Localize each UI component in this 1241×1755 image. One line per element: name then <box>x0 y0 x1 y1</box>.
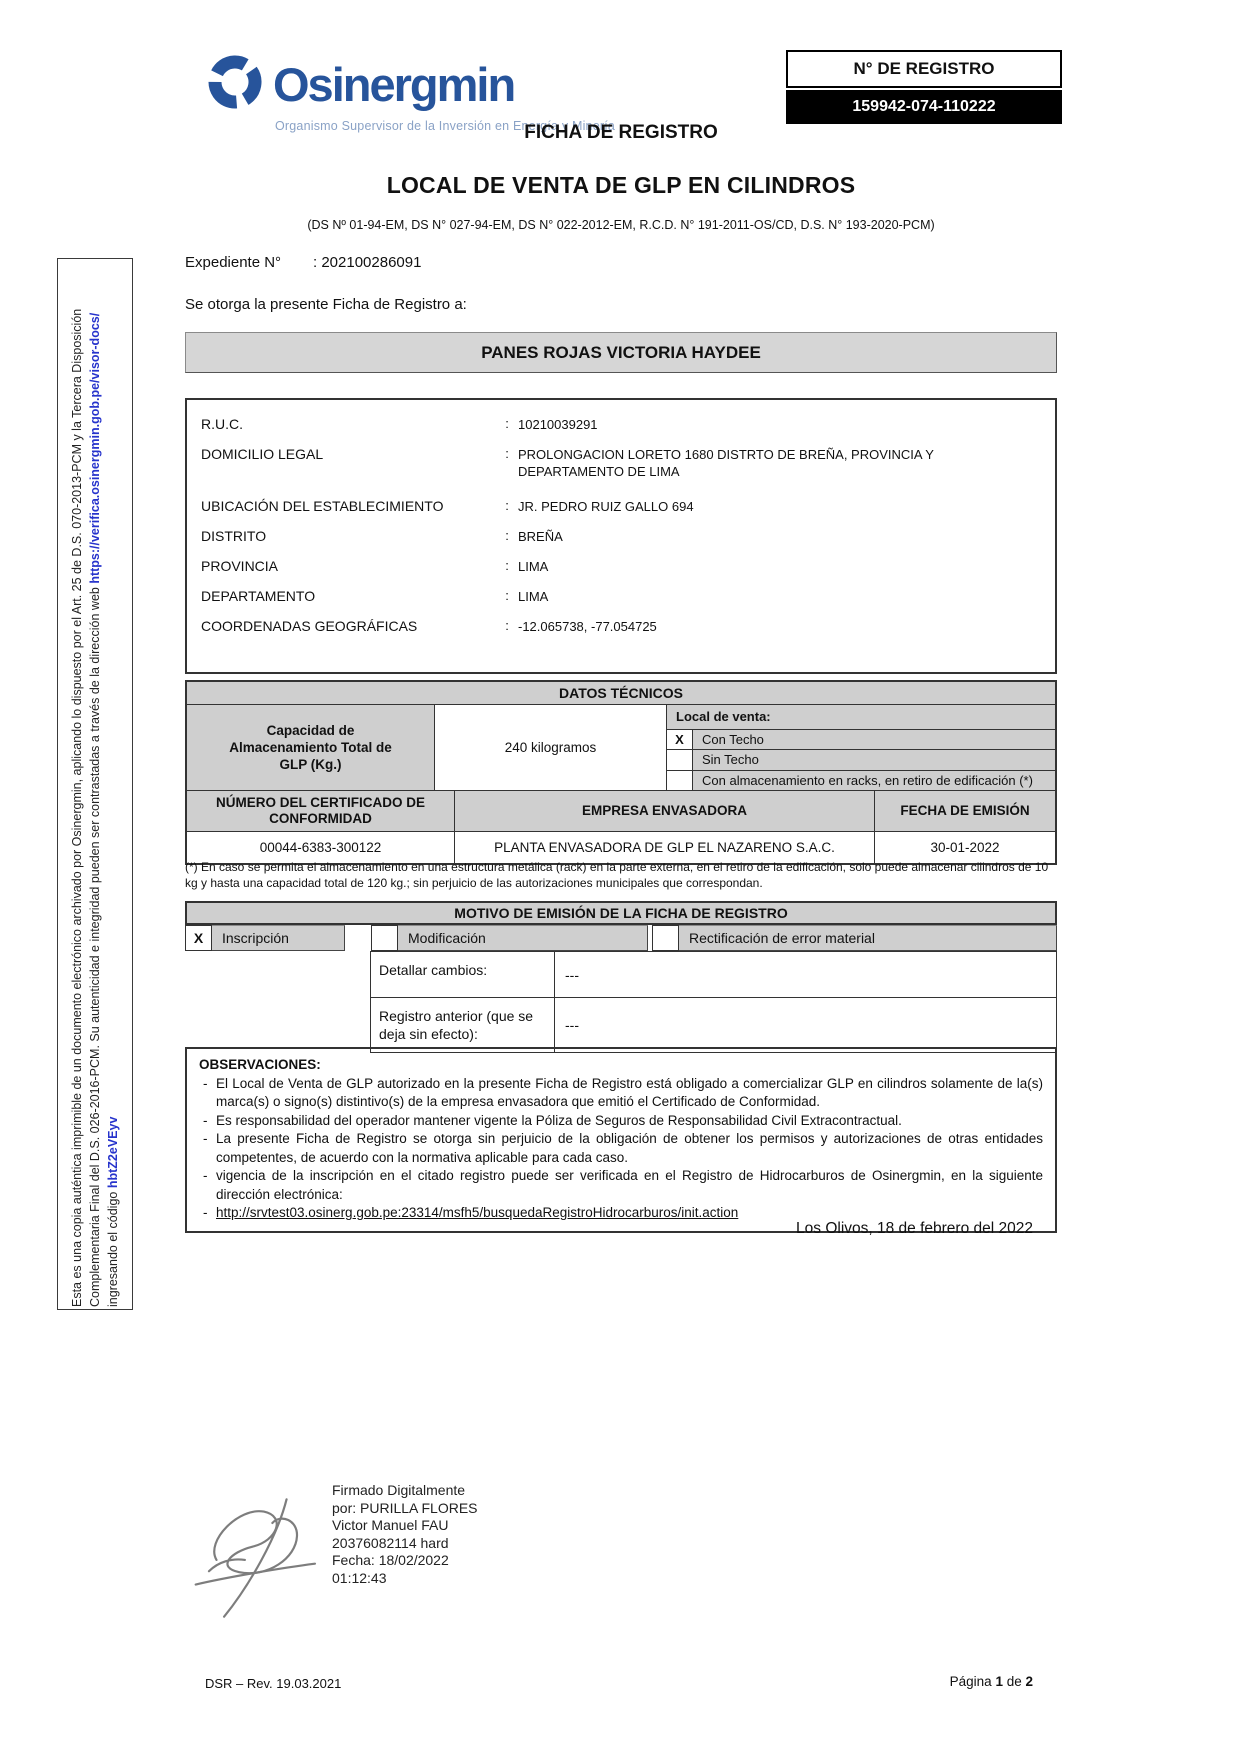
field-ubicacion: UBICACIÓN DEL ESTABLECIMIENTO : JR. PEDRO RUIZ GALLO 694 <box>201 498 694 514</box>
motivo-detail-table <box>370 951 1057 1053</box>
cert-value: 00044-6383-300122 <box>187 832 455 863</box>
otorga-text: Se otorga la presente Ficha de Registro a: <box>185 296 467 313</box>
rectificacion-label: Rectificación de error material <box>679 925 1057 951</box>
opcion-con-techo: X Con Techo <box>667 730 1055 751</box>
observacion-1: - El Local de Venta de GLP autorizado en la presente Ficha de Registro está obligado a comercializar GLP en cilindros solamente de la(s) marca(s) o signo(s) distintivo(s) de la empresa envasadora que emitió el Certificado de Conformidad. <box>199 1075 1043 1112</box>
racks-footnote: (*) En caso se permita el almacenamiento en una estructura metálica (rack) en la parte externa, en el retiro de la edificación, solo puede almacenar cilindros de 10 kg y hasta una capacidad total de 120 kg.; sin perjuicio de las autorizaciones municipales que correspondan. <box>185 860 1049 890</box>
datos-tecnicos-title: DATOS TÉCNICOS <box>187 682 1055 705</box>
verification-link[interactable]: https://verifica.osinergmin.gob.pe/visor-docs/ <box>88 312 102 584</box>
field-coordenadas: COORDENADAS GEOGRÁFICAS : -12.065738, -77.054725 <box>201 618 657 634</box>
authenticity-strip <box>57 258 133 1310</box>
field-ruc: R.U.C. : 10210039291 <box>201 416 598 432</box>
signature-image <box>190 1488 332 1633</box>
registro-box <box>786 50 1062 124</box>
current-page-number: 1 <box>995 1674 1003 1689</box>
modificacion-label: Modificación <box>398 925 648 951</box>
verification-code: hbtZ2eVEyv <box>106 1116 120 1189</box>
observacion-4: - vigencia de la inscripción en el citado registro puede ser verificada en el Registro de Hidrocarburos de Osinergmin, en la siguiente dirección electrónica: <box>199 1167 1043 1204</box>
expediente-value: : 202100286091 <box>313 254 422 271</box>
motivo-title: MOTIVO DE EMISIÓN DE LA FICHA DE REGISTRO <box>185 901 1057 925</box>
logo-wordmark: Osinergmin <box>273 58 515 111</box>
datos-tecnicos-table <box>185 680 1057 865</box>
observaciones-title: OBSERVACIONES: <box>199 1057 321 1072</box>
osinergmin-logo <box>205 52 615 133</box>
con-techo-checkbox[interactable]: X <box>667 730 693 750</box>
observacion-3: - La presente Ficha de Registro se otorga sin perjuicio de la obligación de obtener los permisos y autorizaciones de otras entidades competentes, de acuerdo con la normativa aplicable para cada caso. <box>199 1130 1043 1167</box>
registro-number: 159942-074-110222 <box>786 90 1062 124</box>
registro-anterior-row <box>371 998 1056 1052</box>
authenticity-line-2: Complementaria Final del D.S. 026-2016-PCM. Su autenticidad e integridad pueden ser contrastadas a través de la dirección web https://verifica.osinergmin.gob.pe/visor-docs/ <box>88 312 102 1307</box>
fecha-emision-header: FECHA DE EMISIÓN <box>900 803 1030 818</box>
digital-signature-text: Firmado Digitalmente por: PURILLA FLORES Victor Manuel FAU 20376082114 hard Fecha: 18/02/2022 01:12:43 <box>332 1482 478 1586</box>
opcion-racks: Con almacenamiento en racks, en retiro de edificación (*) <box>667 771 1055 791</box>
document-title: LOCAL DE VENTA DE GLP EN CILINDROS <box>386 172 856 198</box>
doc-revision: DSR – Rev. 19.03.2021 <box>205 1676 342 1691</box>
field-domicilio-legal: DOMICILIO LEGAL : PROLONGACION LORETO 1680 DISTRTO DE BREÑA, PROVINCIA Y DEPARTAMENTO DE LIMA <box>201 446 934 479</box>
titular-name: PANES ROJAS VICTORIA HAYDEE <box>185 332 1057 373</box>
inscripcion-label: Inscripción <box>212 925 345 951</box>
inscripcion-checkbox[interactable]: X <box>185 925 212 951</box>
racks-checkbox[interactable] <box>667 771 693 791</box>
local-de-venta-label: Local de venta: <box>667 705 1055 730</box>
registro-label: N° DE REGISTRO <box>786 50 1062 88</box>
motivo-options <box>185 925 1057 951</box>
expediente-label: Expediente N° <box>185 254 282 271</box>
observaciones-box <box>185 1047 1057 1233</box>
field-departamento: DEPARTAMENTO : LIMA <box>201 588 549 604</box>
establishment-fields <box>185 398 1057 674</box>
opcion-sin-techo: Sin Techo <box>667 750 1055 771</box>
envasadora-header: EMPRESA ENVASADORA <box>455 791 875 831</box>
cert-header: NÚMERO DEL CERTIFICADO DE CONFORMIDAD <box>187 791 455 831</box>
total-pages-number: 2 <box>1025 1674 1033 1689</box>
authenticity-line-1: Esta es una copia auténtica imprimible de un documento electrónico archivado por Osinergmin, aplicando lo dispuesto por el Art. 25 de D.S. 070-2013-PCM y la Tercera Disposición <box>70 308 84 1307</box>
envasadora-value: PLANTA ENVASADORA DE GLP EL NAZARENO S.A.C. <box>455 832 875 863</box>
osinergmin-swirl-icon <box>205 52 265 117</box>
rectificacion-checkbox[interactable] <box>652 925 679 951</box>
field-distrito: DISTRITO : BREÑA <box>201 528 563 544</box>
authenticity-line-3: ingresando el código hbtZ2eVEyv <box>106 1116 120 1307</box>
field-provincia: PROVINCIA : LIMA <box>201 558 549 574</box>
capacidad-value: 240 kilogramos <box>435 705 667 790</box>
capacidad-label: Capacidad de Almacenamiento Total de GLP (Kg.) <box>187 705 435 790</box>
authenticity-text <box>68 261 122 1307</box>
fecha-emision-value: 30-01-2022 <box>930 840 1000 855</box>
detallar-cambios-label: Detallar cambios: <box>371 952 555 997</box>
sin-techo-checkbox[interactable] <box>667 750 693 770</box>
ficha-de-registro-title: FICHA DE REGISTRO <box>524 122 718 143</box>
detallar-cambios-value: --- <box>565 966 579 983</box>
registro-anterior-value: --- <box>565 1017 579 1033</box>
registro-anterior-label: Registro anterior (que se deja sin efecto): <box>371 998 555 1052</box>
logo-tagline: Organismo Supervisor de la Inversión en Energía y Minería <box>275 119 616 133</box>
place-date: Los Olivos, 18 de febrero del 2022 <box>796 1220 1033 1237</box>
decree-references: (DS Nº 01-94-EM, DS N° 027-94-EM, DS N° 022-2012-EM, R.C.D. N° 191-2011-OS/CD, D.S. N° 193-2020-PCM) <box>307 218 935 232</box>
detallar-cambios-row <box>371 952 1056 998</box>
expediente-row <box>185 254 421 271</box>
registro-hidrocarburos-url[interactable]: http://srvtest03.osinerg.gob.pe:23314/msfh5/busquedaRegistroHidrocarburos/init.action <box>216 1205 739 1220</box>
observacion-2: - Es responsabilidad del operador mantener vigente la Póliza de Seguros de Responsabilidad Civil Extracontractual. <box>199 1112 1043 1131</box>
modificacion-checkbox[interactable] <box>371 925 398 951</box>
page-indicator: Página 1 de 2 <box>949 1674 1033 1689</box>
